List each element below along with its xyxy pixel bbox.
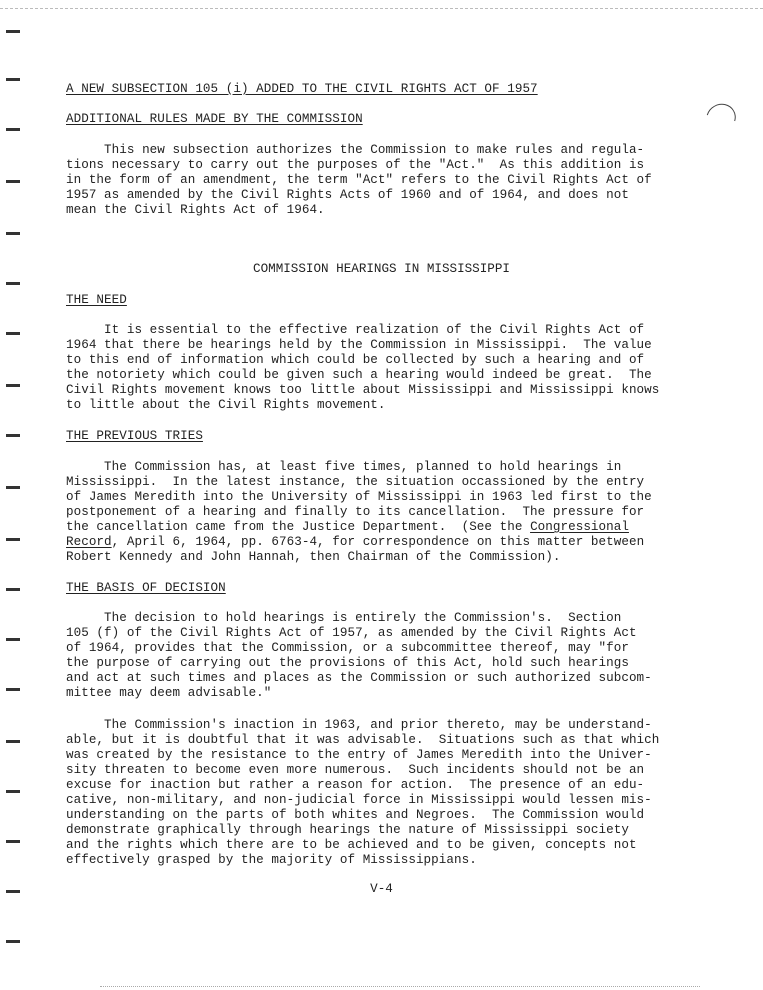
paragraph-line: excuse for inaction but rather a reason for action. The presence of an edu- — [66, 778, 645, 792]
paragraph-line: The decision to hold hearings is entirely the Commission's. Section — [66, 611, 622, 625]
page-top-edge — [0, 0, 763, 9]
paragraph-line: postponement of a hearing and finally to its cancellation. The pressure for — [66, 505, 645, 519]
margin-mark — [6, 180, 20, 183]
paragraph-line: of 1964, provides that the Commission, or a subcommittee thereof, may "for — [66, 641, 629, 655]
page-number: V-4 — [370, 882, 393, 896]
paragraph-line: This new subsection authorizes the Commission to make rules and regula- — [66, 143, 645, 157]
paragraph-line: tions necessary to carry out the purposes of the "Act." As this addition is — [66, 158, 645, 172]
paragraph-line: The Commission's inaction in 1963, and prior thereto, may be understand- — [66, 718, 652, 732]
margin-mark — [6, 638, 20, 641]
paragraph-line: demonstrate graphically through hearings the nature of Mississippi society — [66, 823, 629, 837]
paragraph-line: the purpose of carrying out the provisions of this Act, hold such hearings — [66, 656, 629, 670]
margin-mark — [6, 840, 20, 843]
paragraph-line: the notoriety which could be given such a hearing would indeed be great. The — [66, 368, 652, 382]
margin-mark — [6, 384, 20, 387]
citation-rest: , April 6, 1964, pp. 6763-4, for correspondence on this matter between — [111, 535, 645, 549]
margin-mark — [6, 282, 20, 285]
paragraph-line: cative, non-military, and non-judicial force in Mississippi would lessen mis- — [66, 793, 652, 807]
paragraph-line: Mississippi. In the latest instance, the situation occassioned by the entry — [66, 475, 645, 489]
paragraph-line: Robert Kennedy and John Hannah, then Chairman of the Commission). — [66, 550, 561, 564]
paragraph-line: mean the Civil Rights Act of 1964. — [66, 203, 325, 217]
paragraph-line: The Commission has, at least five times, planned to hold hearings in — [66, 460, 622, 474]
margin-mark — [6, 434, 20, 437]
paragraph-line: was created by the resistance to the entry of James Meredith into the Univer- — [66, 748, 652, 762]
paragraph-line: to little about the Civil Rights movement. — [66, 398, 386, 412]
paragraph-line: of James Meredith into the University of Mississippi in 1963 led first to the — [66, 490, 652, 504]
margin-mark — [6, 538, 20, 541]
paragraph-line: It is essential to the effective realization of the Civil Rights Act of — [66, 323, 645, 337]
paragraph-line: sity threaten to become even more numerous. Such incidents should not be an — [66, 763, 645, 777]
margin-mark — [6, 688, 20, 691]
citation-title: Congressional — [530, 520, 629, 534]
paragraph-line: Civil Rights movement knows too little about Mississippi and Mississippi knows — [66, 383, 660, 397]
paragraph-line: understanding on the parts of both whites and Negroes. The Commission would — [66, 808, 645, 822]
subsection-heading: A NEW SUBSECTION 105 (i) ADDED TO THE CIVIL RIGHTS ACT OF 1957 — [66, 82, 538, 96]
citation-lead: the cancellation came from the Justice Department. (See the — [66, 520, 531, 534]
paragraph-line: in the form of an amendment, the term "Act" refers to the Civil Rights Act of — [66, 173, 652, 187]
paragraph-line: mittee may deem advisable." — [66, 686, 272, 700]
need-heading: THE NEED — [66, 293, 127, 307]
margin-mark — [6, 332, 20, 335]
paragraph-line: and the rights which there are to be achieved and to be given, concepts not — [66, 838, 637, 852]
paragraph-line: and act at such times and places as the Commission or such authorized subcom- — [66, 671, 652, 685]
paragraph-line: 1957 as amended by the Civil Rights Acts of 1960 and of 1964, and does not — [66, 188, 629, 202]
basis-heading: THE BASIS OF DECISION — [66, 581, 226, 595]
rules-heading: ADDITIONAL RULES MADE BY THE COMMISSION — [66, 112, 363, 126]
citation-title: Record — [66, 535, 112, 549]
margin-mark — [6, 78, 20, 81]
paragraph-line: able, but it is doubtful that it was advisable. Situations such as that which — [66, 733, 660, 747]
margin-mark — [6, 30, 20, 33]
margin-mark — [6, 588, 20, 591]
paragraph-line — [66, 520, 629, 535]
paragraph-line: effectively grasped by the majority of Mississippians. — [66, 853, 477, 867]
margin-mark — [6, 940, 20, 943]
margin-mark — [6, 128, 20, 131]
margin-mark — [6, 486, 20, 489]
paragraph-line: to this end of information which could be collected by such a hearing and of — [66, 353, 645, 367]
margin-mark — [6, 740, 20, 743]
punch-hole-mark — [701, 98, 741, 137]
paragraph-line — [66, 535, 644, 550]
paragraph-line: 105 (f) of the Civil Rights Act of 1957, as amended by the Civil Rights Act — [66, 626, 637, 640]
margin-mark — [6, 790, 20, 793]
paragraph-line: 1964 that there be hearings held by the Commission in Mississippi. The value — [66, 338, 652, 352]
margin-mark — [6, 232, 20, 235]
page-bottom-edge — [100, 986, 700, 988]
previous-tries-heading: THE PREVIOUS TRIES — [66, 429, 203, 443]
section-title: COMMISSION HEARINGS IN MISSISSIPPI — [253, 262, 510, 276]
